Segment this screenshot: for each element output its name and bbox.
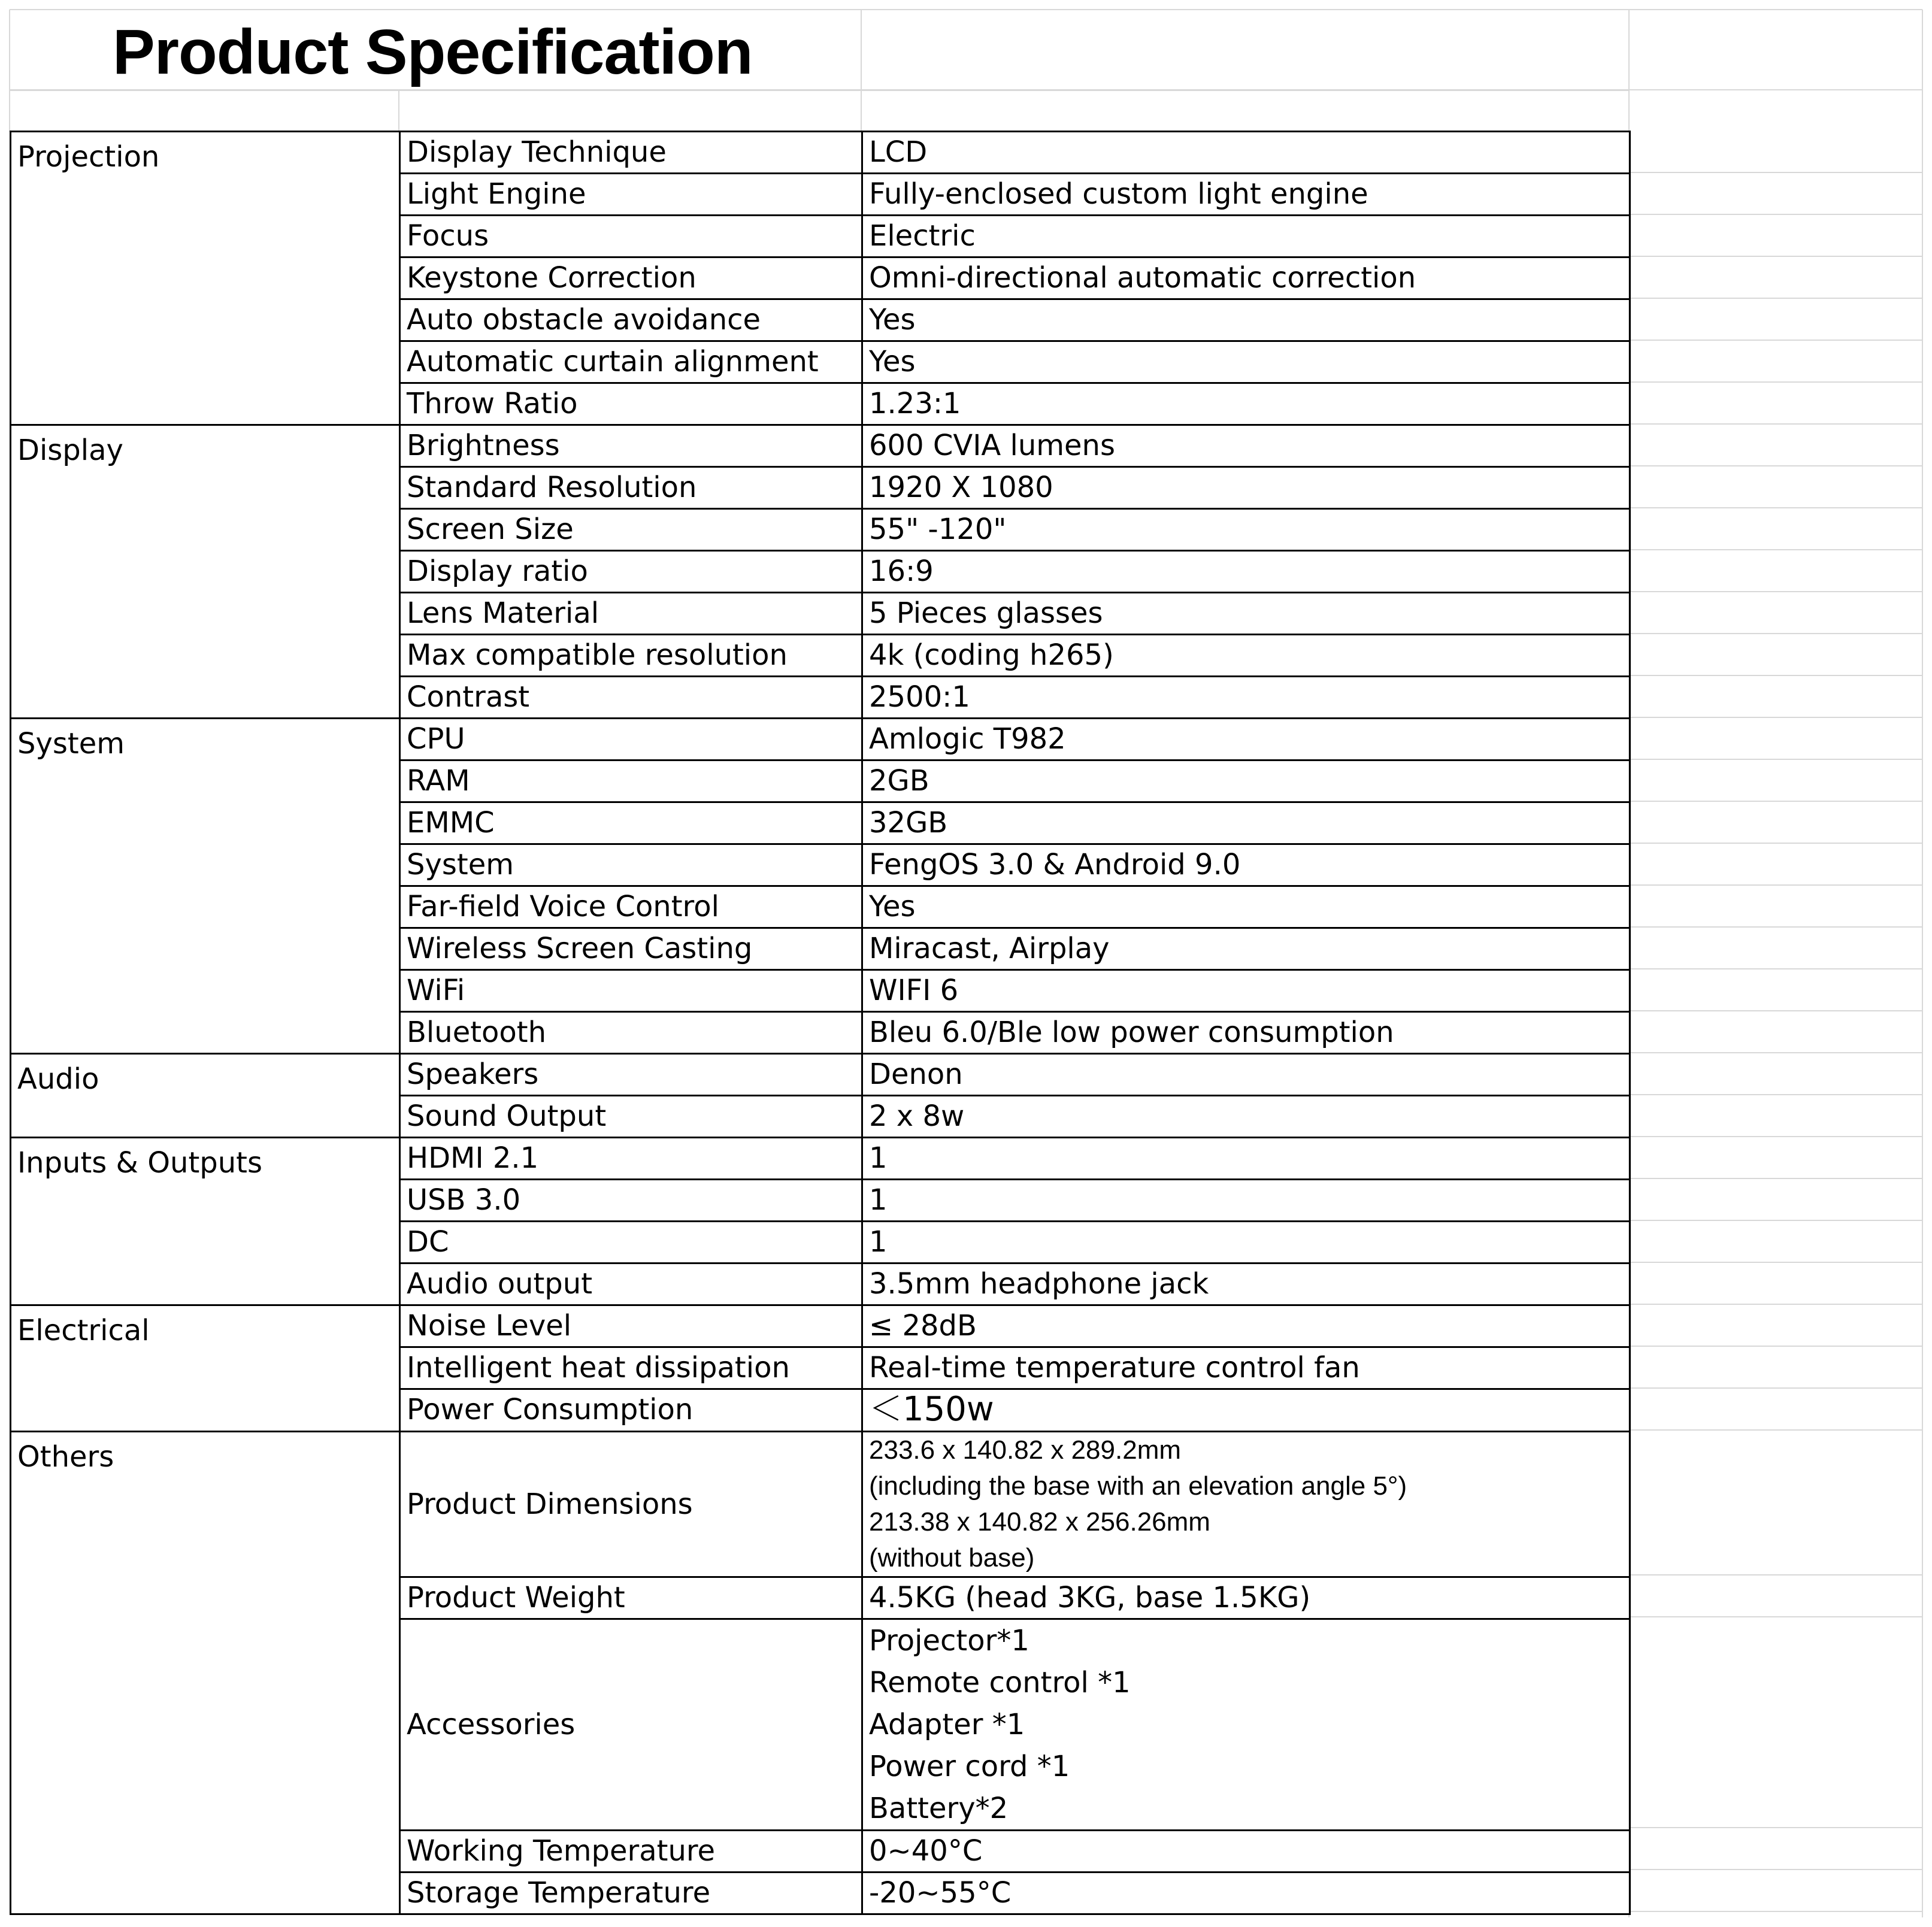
spec-name-cell: Product Dimensions [400,1432,862,1577]
spec-value-cell [862,1054,1630,1096]
value-line: Adapter *1 [869,1708,1025,1741]
spec-name-cell: Standard Resolution [400,467,862,509]
title-row [10,10,1629,91]
spec-value-cell [862,551,1630,593]
value-line: Power cord *1 [869,1750,1070,1783]
value-text: 16:9 [869,555,934,588]
spec-name-cell: CPU [400,719,862,761]
value-text: 4.5KG (head 3KG, base 1.5KG) [869,1581,1311,1614]
spec-value-cell [862,467,1630,509]
spec-name-cell: Speakers [400,1054,862,1096]
value-line: Battery*2 [869,1792,1009,1825]
category-cell: Electrical [11,1305,400,1432]
table-row [11,1305,1630,1347]
spec-value-cell [862,1432,1630,1577]
value-text: 1 [869,1225,888,1259]
spec-name-cell: Bluetooth [400,1012,862,1054]
spec-name-cell: Power Consumption [400,1389,862,1432]
value-text: LCD [869,135,928,169]
spec-value-cell [862,509,1630,551]
spec-name-cell: Light Engine [400,174,862,216]
spec-name-cell: Noise Level [400,1305,862,1347]
value-text: 2GB [869,764,929,798]
value-text: 55" -120" [869,513,1007,546]
spec-value-cell [862,1577,1630,1619]
table-row [11,1432,1630,1577]
spec-name-cell: System [400,844,862,886]
value-text: 1 [869,1141,888,1175]
table-row [11,132,1630,174]
spec-name-cell: Product Weight [400,1577,862,1619]
spec-name-cell: Working Temperature [400,1831,862,1873]
spec-value-cell [862,1831,1630,1873]
spec-value-cell [862,1305,1630,1347]
spec-value-cell [862,677,1630,719]
spec-name-cell: EMMC [400,802,862,844]
spec-name-cell: USB 3.0 [400,1180,862,1222]
spec-value-cell [862,928,1630,970]
spec-name-cell: Far-field Voice Control [400,886,862,928]
spec-name-cell: Contrast [400,677,862,719]
value-line: Remote control *1 [869,1666,1131,1699]
category-cell: Others [11,1432,400,1914]
spec-name-cell: Screen Size [400,509,862,551]
spec-name-cell: Audio output [400,1264,862,1305]
spec-value-cell [862,1264,1630,1305]
category-cell: Projection [11,132,400,425]
value-text: Miracast, Airplay [869,932,1110,965]
spec-name-cell: Lens Material [400,593,862,635]
spec-name-cell: Max compatible resolution [400,635,862,677]
value-text: 0~40°C [869,1834,983,1868]
value-text: Amlogic T982 [869,722,1066,756]
spec-name-cell: Brightness [400,425,862,467]
spec-name-cell: WiFi [400,970,862,1012]
value-text: 1.23:1 [869,387,961,420]
value-text: Fully-enclosed custom light engine [869,177,1368,211]
spec-name-cell: Storage Temperature [400,1873,862,1914]
table-row [11,719,1630,761]
spec-value-cell [862,802,1630,844]
spec-name-cell: Sound Output [400,1096,862,1138]
spec-value-cell [862,761,1630,802]
spec-value-cell [862,1096,1630,1138]
value-text: 5 Pieces glasses [869,596,1103,630]
value-line: Projector*1 [869,1624,1029,1658]
value-text: Yes [869,890,916,923]
value-text: WIFI 6 [869,974,959,1007]
spec-value-cell [862,970,1630,1012]
spec-value-cell [862,635,1630,677]
table-row [11,1138,1630,1180]
value-text: Electric [869,219,976,253]
value-text: 4k (coding h265) [869,638,1114,672]
spec-name-cell: Auto obstacle avoidance [400,299,862,341]
value-text: 1920 X 1080 [869,471,1053,504]
category-cell: System [11,719,400,1054]
spec-name-cell: DC [400,1222,862,1264]
spec-name-cell: Wireless Screen Casting [400,928,862,970]
value-text: ≤ 28dB [869,1309,977,1343]
value-text: 1 [869,1183,888,1217]
spec-name-cell: Display ratio [400,551,862,593]
spec-value-cell [862,886,1630,928]
spec-value-cell [862,383,1630,425]
value-text: FengOS 3.0 & Android 9.0 [869,848,1241,881]
spec-value-cell [862,1222,1630,1264]
spec-value-cell [862,341,1630,383]
value-text: 32GB [869,806,948,840]
category-cell: Audio [11,1054,400,1138]
value-text: Denon [869,1058,963,1091]
spec-value-cell [862,299,1630,341]
spec-table [10,131,1631,1915]
spec-value-cell [862,216,1630,257]
spec-value-cell [862,1619,1630,1831]
spec-value-cell [862,1180,1630,1222]
value-text: Yes [869,303,916,337]
value-line: (without base) [869,1543,1035,1572]
value-text: Real-time temperature control fan [869,1351,1360,1384]
value-text: Omni-directional automatic correction [869,261,1416,295]
spec-value-cell [862,425,1630,467]
page-title: Product Specification [113,17,753,87]
spec-name-cell: RAM [400,761,862,802]
spec-value-cell [862,719,1630,761]
spec-name-cell: Keystone Correction [400,257,862,299]
spec-name-cell: Throw Ratio [400,383,862,425]
spec-value-cell [862,1347,1630,1389]
value-text: 2500:1 [869,680,970,714]
spec-name-cell: Focus [400,216,862,257]
spec-value-cell [862,1138,1630,1180]
spec-name-cell: Accessories [400,1619,862,1831]
value-line: (including the base with an elevation angle 5°) [869,1471,1407,1501]
spec-name-cell: HDMI 2.1 [400,1138,862,1180]
spec-name-cell: Automatic curtain alignment [400,341,862,383]
spec-name-cell: Display Technique [400,132,862,174]
table-row [11,425,1630,467]
spec-value-cell [862,844,1630,886]
spec-value-cell [862,1389,1630,1432]
value-text: 600 CVIA lumens [869,429,1115,462]
value-line: 213.38 x 140.82 x 256.26mm [869,1507,1210,1537]
spec-value-cell [862,174,1630,216]
spec-value-cell [862,1012,1630,1054]
spec-value-cell [862,257,1630,299]
spec-value-cell [862,593,1630,635]
value-text: 3.5mm headphone jack [869,1267,1209,1301]
category-cell: Display [11,425,400,719]
value-text: -20~55°C [869,1876,1012,1910]
value-text: Yes [869,345,916,378]
spec-value-cell [862,132,1630,174]
value-text: 2 x 8w [869,1099,965,1133]
value-line: 233.6 x 140.82 x 289.2mm [869,1435,1181,1465]
value-text: ＜150w [869,1390,994,1429]
category-cell: Inputs & Outputs [11,1138,400,1305]
spec-name-cell: Intelligent heat dissipation [400,1347,862,1389]
spec-value-cell [862,1873,1630,1914]
value-text: Bleu 6.0/Ble low power consumption [869,1016,1394,1049]
table-row [11,1054,1630,1096]
